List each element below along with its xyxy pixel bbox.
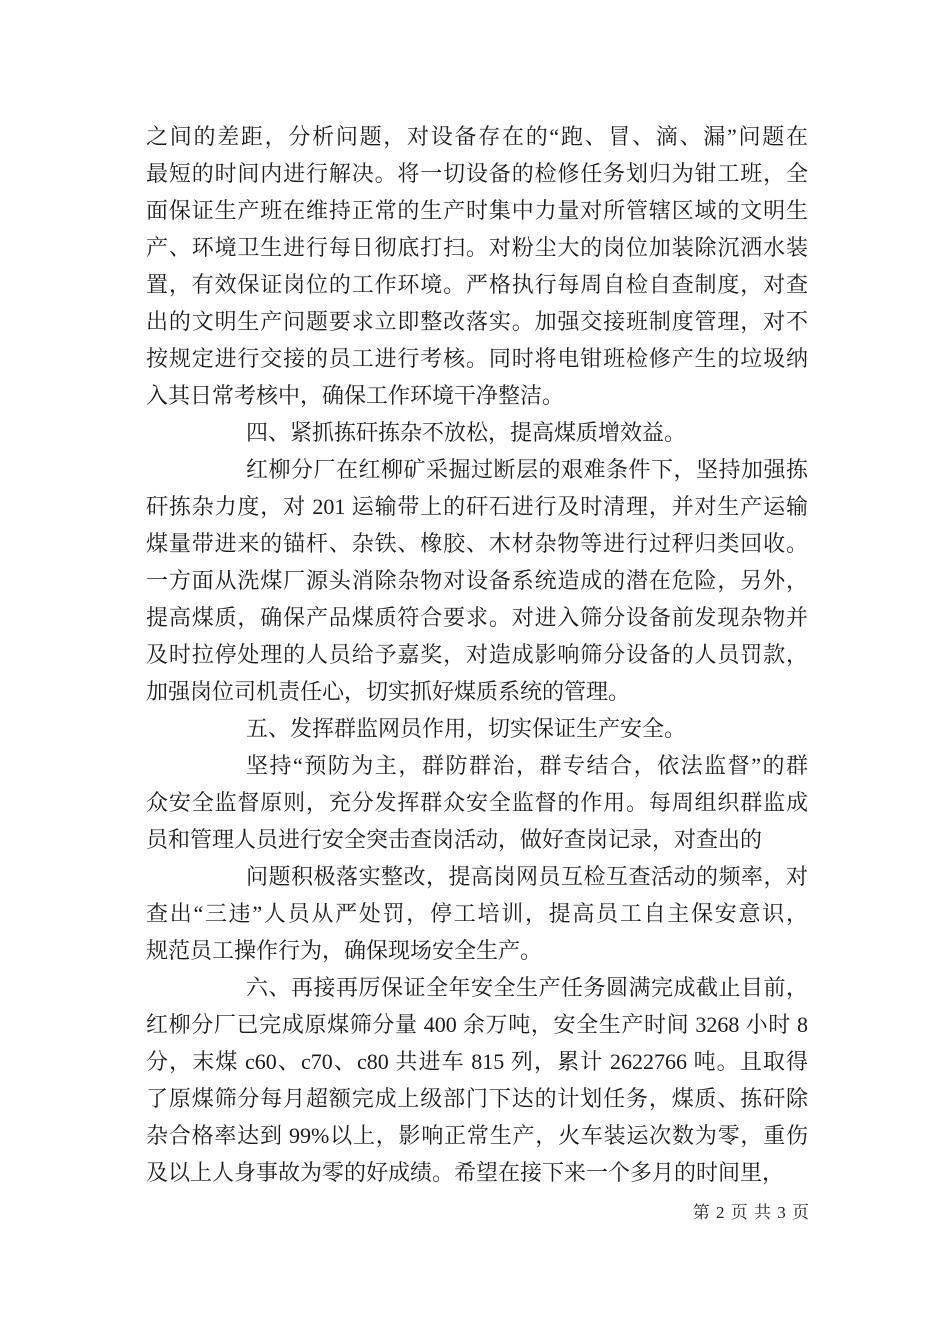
text-line: 一方面从洗煤厂源头消除杂物对设备系统造成的潜在危险，另外，	[146, 568, 808, 593]
text-line: 五、发挥群监网员作用，切实保证生产安全。	[246, 716, 687, 741]
text-line: 出的文明生产问题要求立即整改落实。加强交接班制度管理，对不	[146, 309, 808, 334]
text-line: 众安全监督原则，充分发挥群众安全监督的作用。每周组织群监成	[146, 790, 808, 815]
text-line: 查出“三违”人员从严处罚，停工培训，提高员工自主保安意识，	[146, 901, 808, 926]
body-text	[146, 118, 808, 1191]
text-line: 之间的差距，分析问题，对设备存在的“跑、冒、滴、漏”问题在	[146, 124, 808, 149]
text-line: 杂合格率达到 99%以上，影响正常生产，火车装运次数为零，重伤	[146, 1123, 808, 1148]
text-line: 提高煤质，确保产品煤质符合要求。对进入筛分设备前发现杂物并	[146, 605, 808, 630]
text-line: 六、再接再厉保证全年安全生产任务圆满完成截止目前，	[246, 975, 808, 1000]
text-line: 及时拉停处理的人员给予嘉奖，对造成影响筛分设备的人员罚款，	[146, 642, 808, 667]
page-number-label: 第 2 页 共 3 页	[692, 1203, 810, 1222]
text-line: 红柳分厂在红柳矿采掘过断层的艰难条件下，坚持加强拣	[246, 457, 808, 482]
text-line: 置，有效保证岗位的工作环境。严格执行每周自检自查制度，对查	[146, 272, 808, 297]
text-line: 员和管理人员进行安全突击查岗活动，做好查岗记录，对查出的	[146, 827, 763, 852]
text-line: 最短的时间内进行解决。将一切设备的检修任务划归为钳工班，全	[146, 161, 808, 186]
text-line: 了原煤筛分每月超额完成上级部门下达的计划任务，煤质、拣矸除	[146, 1086, 808, 1111]
text-line: 坚持“预防为主，群防群治，群专结合，依法监督”的群	[246, 753, 808, 778]
text-line: 矸拣杂力度，对 201 运输带上的矸石进行及时清理，并对生产运输	[146, 494, 808, 519]
text-line: 产、环境卫生进行每日彻底打扫。对粉尘大的岗位加装除沉洒水装	[146, 235, 808, 260]
text-line: 加强岗位司机责任心，切实抓好煤质系统的管理。	[146, 679, 631, 704]
text-line: 四、紧抓拣矸拣杂不放松，提高煤质增效益。	[246, 420, 687, 445]
text-line: 面保证生产班在维持正常的生产时集中力量对所管辖区域的文明生	[146, 198, 808, 223]
text-line: 红柳分厂已完成原煤筛分量 400 余万吨，安全生产时间 3268 小时 8	[146, 1012, 808, 1037]
text-line: 问题积极落实整改，提高岗网员互检互查活动的频率，对	[246, 864, 808, 889]
text-line: 及以上人身事故为零的好成绩。希望在接下来一个多月的时间里，	[146, 1160, 785, 1185]
text-line: 入其日常考核中，确保工作环境干净整洁。	[146, 383, 565, 408]
text-line: 煤量带进来的锚杆、杂铁、橡胶、木材杂物等进行过秤归类回收。	[146, 531, 808, 556]
text-line: 按规定进行交接的员工进行考核。同时将电钳班检修产生的垃圾纳	[146, 346, 808, 371]
text-line: 规范员工操作行为，确保现场安全生产。	[146, 938, 543, 963]
text-line: 分，末煤 c60、c70、c80 共进车 815 列，累计 2622766 吨。且取得	[146, 1049, 808, 1074]
page-footer	[693, 1202, 810, 1224]
